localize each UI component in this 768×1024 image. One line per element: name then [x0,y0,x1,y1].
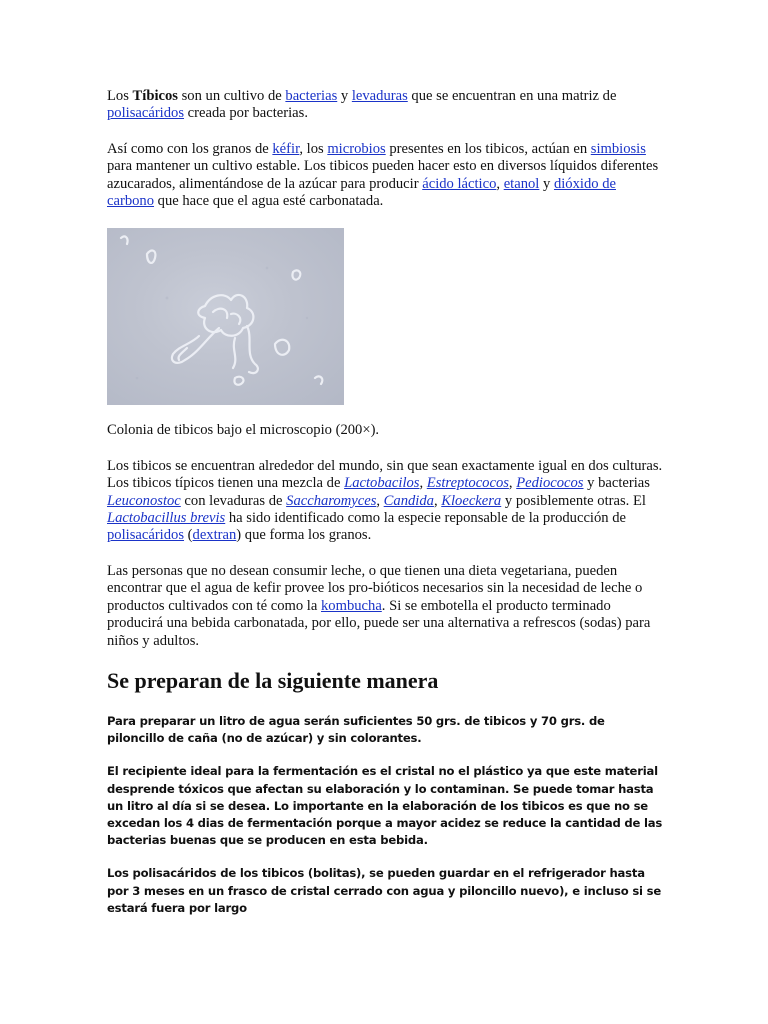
text: , [419,475,427,492]
text: para mantener un cultivo estable. Los tibicos pueden hacer esto en diversos líquidos diferentes azucarados, alimentándose de la azúcar para producir [107,158,659,192]
instruction-paragraph-3: Los polisacáridos de los tibicos (bolitas), se pueden guardar en el refrigerador hasta por 3 meses en un frasco de cristal cerrado con agua y piloncillo nuevo), e incluso si se estará fuera por largo [107,866,662,915]
text: son un cultivo de [177,88,286,104]
alternative-paragraph [107,563,663,650]
article [107,88,663,933]
text: ha sido identificado como la especie reponsable de la producción de [225,510,627,527]
link-kloeckera[interactable]: Kloeckera [441,492,502,509]
symbiosis-paragraph [107,141,663,211]
text: con levaduras de [180,492,287,509]
link-kombucha[interactable]: kombucha [321,597,382,614]
text: y bacterias [583,475,650,492]
link-lactobacilos[interactable]: Lactobacilos [344,475,420,492]
link-acido-lactico[interactable]: ácido láctico [422,175,497,192]
bold-term: Tíbicos [132,88,178,104]
intro-paragraph [107,88,663,123]
text: Los tibicos se encuentran alrededor del mundo, sin que sean exactamente igual en dos culturas. Los tibicos típicos tienen una mezcla de [107,457,663,492]
text: que se encuentran en una matriz de [407,88,617,104]
link-lactobacillus-brevis[interactable]: Lactobacillus brevis [107,510,226,527]
section-heading: Se preparan de la siguiente manera [107,667,439,693]
text: , los [299,140,328,157]
microscope-photo-icon [107,228,344,405]
text: presentes en los tibicos, actúan en [385,140,591,157]
link-leuconostoc[interactable]: Leuconostoc [107,492,181,509]
instruction-paragraph-1: Para preparar un litro de agua serán suficientes 50 grs. de tibicos y 70 grs. de piloncillo de caña (no de azúcar) y sin colorantes. [107,713,605,746]
photo-caption: Colonia de tibicos bajo el microscopio (200×). [107,422,380,439]
link-candida[interactable]: Candida [383,492,434,509]
text: . Si se embotella el producto terminado producirá una bebida carbonatada, por ello, puede ser una alternativa a refrescos (sodas) para niños y adultos. [107,597,651,649]
cultures-paragraph [107,458,663,545]
text: que hace que el agua esté carbonatada. [154,193,384,210]
text: creada por bacterias. [184,105,308,122]
text: , [508,475,517,492]
text: y [337,88,352,104]
link-polisacaridos[interactable]: polisacáridos [107,105,185,122]
text: Los [107,88,133,104]
link-bacterias[interactable]: bacterias [285,88,338,104]
link-polisacaridos-2[interactable]: polisacáridos [107,527,185,544]
link-dextran[interactable]: dextran [192,527,237,544]
link-microbios[interactable]: microbios [327,140,386,157]
text: ) que forma los granos. [236,527,372,544]
text: Así como con los granos de [107,140,273,157]
link-etanol[interactable]: etanol [503,175,540,192]
link-simbiosis[interactable]: simbiosis [590,140,646,157]
text: y posiblemente otras. El [501,492,646,509]
text: , [376,492,384,509]
text: Las personas que no desean consumir leche, o que tienen una dieta vegetariana, pueden encontrar que el agua de kefir provee los pro-bióticos necesarios sin la necesidad de leche o productos cultivados con té como la [107,562,643,614]
text: , [433,492,442,509]
link-estreptococos[interactable]: Estreptococos [426,475,509,492]
link-dioxido-de-carbono[interactable]: dióxido de carbono [107,175,616,210]
instruction-paragraph-2: El recipiente ideal para la fermentación es el cristal no el plástico ya que este material desprende tóxicos que afectan su elaboración y lo contaminan. Se puede tomar hasta un litro al día si se desea. Lo importante en la elaboración de los tibicos es que no se excedan los 4 dias de fermentación porque a mayor acidez se reduce la cantidad de las bacterias buenas que se producen en esta bebida. [107,764,663,848]
link-levaduras[interactable]: levaduras [351,88,408,104]
link-saccharomyces[interactable]: Saccharomyces [286,492,377,509]
link-kefir[interactable]: kéfir [272,140,300,157]
microscope-photo-drawing [107,228,344,405]
link-pediococos[interactable]: Pediococos [516,475,584,492]
text: ( [184,527,193,544]
text: y [539,175,554,192]
text: , [496,175,504,192]
